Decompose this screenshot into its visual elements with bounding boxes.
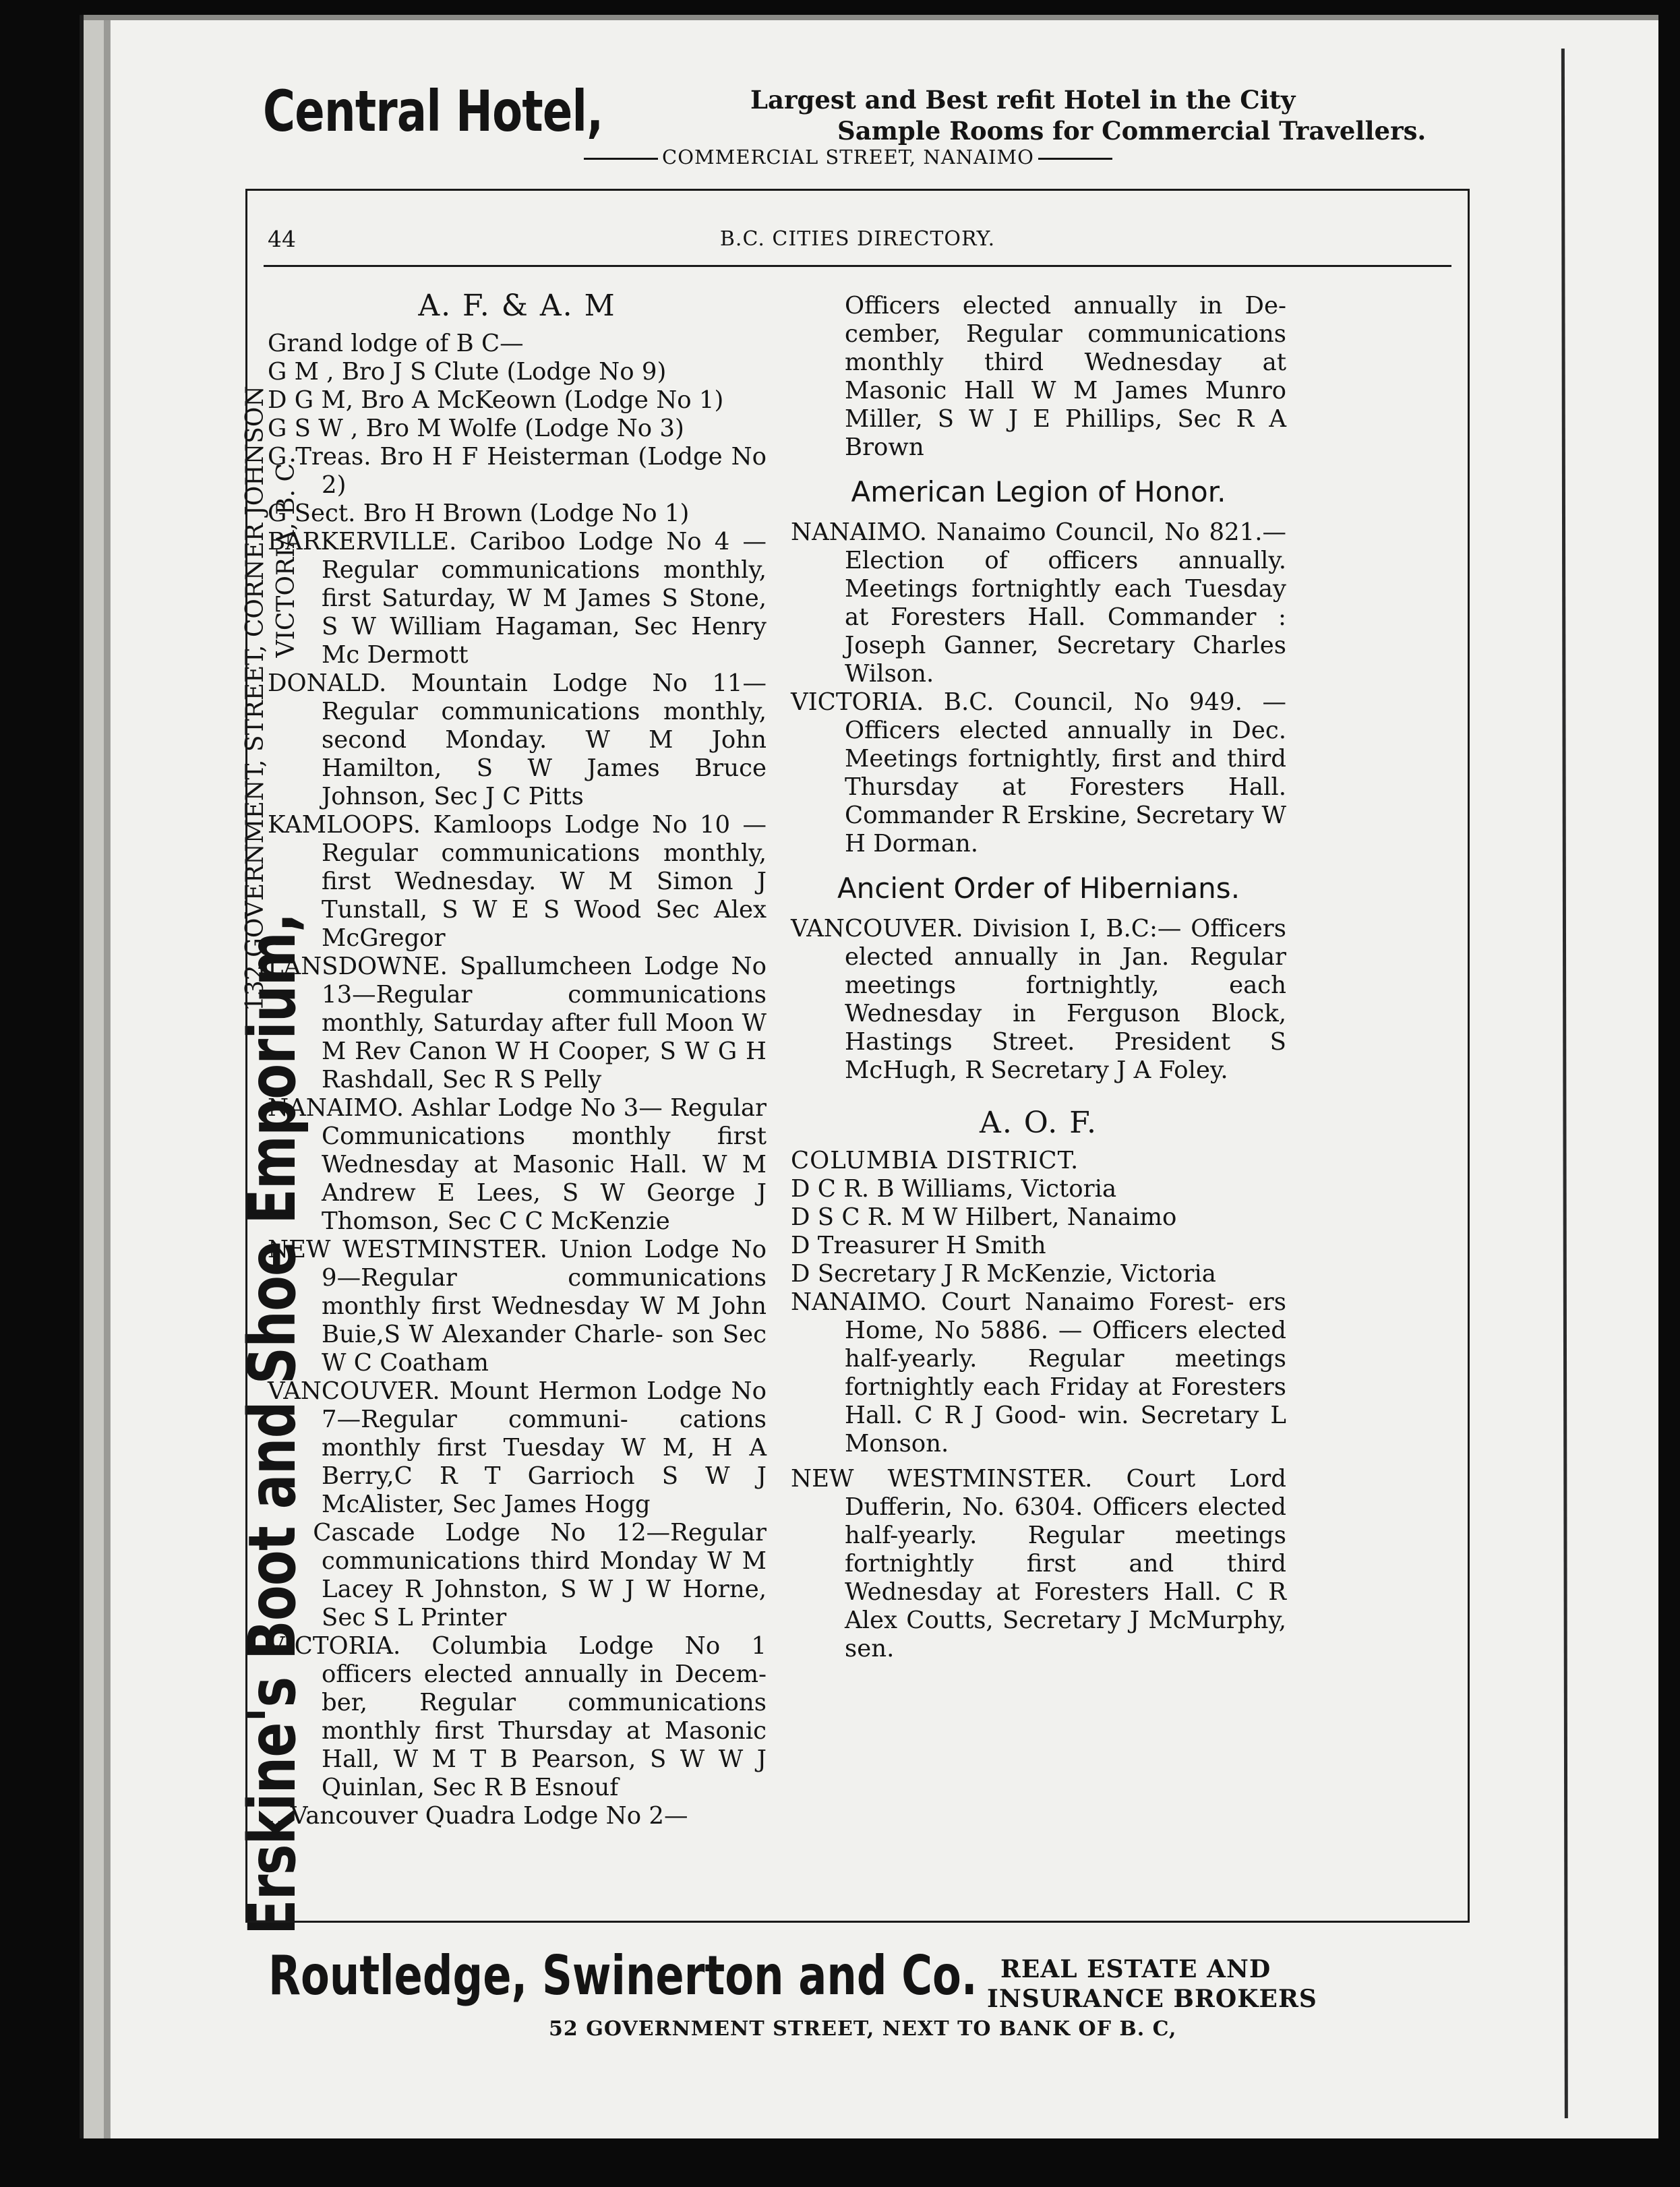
list-item: D S C R. M W Hilbert, Nanaimo bbox=[791, 1203, 1177, 1231]
list-item: NEW WESTMINSTER. Court Lord Dufferin, No. 6304. Officers elected half-yearly. Regular meetings fortnightly first and third Wednesday at Foresters Hall. C R Alex Coutts, Secretary J McMurphy, sen. bbox=[791, 1465, 1286, 1662]
list-item: Grand lodge of B C— bbox=[268, 330, 524, 357]
left-column bbox=[268, 289, 767, 1830]
directory-frame bbox=[245, 189, 1470, 1923]
heading-hibernians: Ancient Order of Hibernians. bbox=[837, 872, 1240, 905]
list-item: VICTORIA. B.C. Council, No 949. —Officers elected annually in Dec. Meetings fortnightly, first and third Thursday at Foresters Hall. Commander R Erskine, Secretary W H Dorman. bbox=[791, 688, 1286, 858]
list-item: G M , Bro J S Clute (Lodge No 9) bbox=[268, 358, 667, 386]
list-item: NANAIMO. Court Nanaimo Forest- ers Home, No 5886. — Officers elected half-yearly. Regular meetings fortnightly each Friday at Foresters Hall. C R J Good- win. Secretary L Monson. bbox=[791, 1288, 1286, 1458]
bottom-ad-address: 52 GOVERNMENT STREET, NEXT TO BANK OF B. C, bbox=[549, 2017, 1177, 2041]
right-column bbox=[791, 292, 1286, 1663]
list-item: D Treasurer H Smith bbox=[791, 1232, 1046, 1259]
list-item: NEW WESTMINSTER. Union Lodge No 9—Regular communications monthly first Wednesday W M John Buie,S W Alexander Charle- son Sec W C Coatham bbox=[268, 1236, 767, 1377]
heading-american-legion: American Legion of Honor. bbox=[851, 475, 1226, 508]
list-item: BARKERVILLE. Cariboo Lodge No 4 — Regular communications monthly, first Saturday, W M James S Stone, S W William Hagaman, Sec Henry Mc Dermott bbox=[268, 528, 767, 669]
bottom-ad-line-2: INSURANCE BROKERS bbox=[987, 1985, 1317, 2013]
heading-afam: A. F. & A. M bbox=[418, 289, 616, 323]
list-item: KAMLOOPS. Kamloops Lodge No 10 — Regular communications monthly, first Wednesday. W M Simon J Tunstall, S W E S Wood Sec Alex McGregor bbox=[268, 811, 767, 952]
bottom-advertisement bbox=[245, 1928, 1470, 2063]
list-item: VANCOUVER. Mount Hermon Lodge No 7—Regular communi- cations monthly first Tuesday W M, H A Berry,C R T Garrioch S W J McAlister, Sec James Hogg bbox=[268, 1377, 767, 1518]
list-item: D C R. B Williams, Victoria bbox=[791, 1175, 1117, 1203]
side-address-line-1: 132 GOVERNMENT, STREET, CORNER JOHNSON bbox=[241, 386, 269, 1011]
side-address-line-2: VICTORIA, B. C. bbox=[272, 456, 300, 658]
page-number: 44 bbox=[268, 226, 296, 252]
bottom-ad-line-1: REAL ESTATE AND bbox=[1000, 1955, 1271, 1983]
list-item: G Treas. Bro H F Heisterman (Lodge No 2) bbox=[268, 443, 767, 499]
top-ad-address-text: COMMERCIAL STREET, NANAIMO bbox=[662, 146, 1034, 169]
list-item: G S W , Bro M Wolfe (Lodge No 3) bbox=[268, 415, 684, 442]
running-head: B.C. CITIES DIRECTORY. bbox=[719, 227, 996, 251]
list-item: D Secretary J R McKenzie, Victoria bbox=[791, 1260, 1216, 1288]
heading-aof: A. O. F. bbox=[980, 1106, 1098, 1140]
list-item: VANCOUVER. Division I, B.C:— Officers elected annually in Jan. Regular meetings fortnightly, each Wednesday in Ferguson Block, Hastings Street. President S McHugh, R Secretary J A Foley. bbox=[791, 915, 1286, 1084]
list-item: G Sect. Bro H Brown (Lodge No 1) bbox=[268, 500, 690, 527]
list-item: NANAIMO. Nanaimo Council, No 821.—Election of officers annually. Meetings fortnightly each Tuesday at Foresters Hall. Commander : Joseph Ganner, Secretary Charles Wilson. bbox=[791, 518, 1286, 688]
subheading-columbia-district: COLUMBIA DISTRICT. bbox=[791, 1147, 1079, 1174]
routledge-name: Routledge, Swinerton and Co. bbox=[268, 1944, 978, 2007]
erskine-name: Erskine's Boot and Shoe Emporium, bbox=[235, 913, 310, 1935]
list-item: ,, Cascade Lodge No 12—Regular communications third Monday W M Lacey R Johnston, S W J W Horne, Sec S L Printer bbox=[268, 1519, 767, 1631]
top-ad-line-1: Largest and Best refit Hotel in the City bbox=[750, 85, 1296, 115]
list-item: VICTORIA. Columbia Lodge No 1 officers elected annually in Decem- ber, Regular communications monthly first Thursday at Masonic Hall, W M T B Pearson, S W W J Quinlan, Sec R B Esnouf bbox=[268, 1632, 767, 1801]
top-advertisement bbox=[263, 67, 1449, 189]
continuation-text: Officers elected annually in De- cember, Regular communications monthly third Wednesday at Masonic Hall W M James Munro Miller, S W J E Phillips, Sec R A Brown bbox=[845, 292, 1286, 461]
central-hotel-name: Central Hotel, bbox=[263, 78, 603, 144]
top-ad-line-2: Sample Rooms for Commercial Travellers. bbox=[837, 116, 1427, 146]
list-item: LANSDOWNE. Spallumcheen Lodge No 13—Regular communications monthly, Saturday after full Moon W M Rev Canon W H Cooper, S W G H Rashdall, Sec R S Pelly bbox=[268, 953, 767, 1094]
list-item: ,, Vancouver Quadra Lodge No 2— bbox=[268, 1802, 688, 1830]
list-item: D G M, Bro A McKeown (Lodge No 1) bbox=[268, 386, 724, 414]
top-ad-address bbox=[580, 146, 1116, 169]
header-rule bbox=[264, 265, 1451, 267]
list-item: NANAIMO. Ashlar Lodge No 3— Regular Communications monthly first Wednesday at Masonic Hall. W M Andrew E Lees, S W George J Thomson, Sec C C McKenzie bbox=[268, 1094, 767, 1235]
list-item: DONALD. Mountain Lodge No 11— Regular communications monthly, second Monday. W M John Hamilton, S W James Bruce Johnson, Sec J C Pitts bbox=[268, 669, 767, 810]
